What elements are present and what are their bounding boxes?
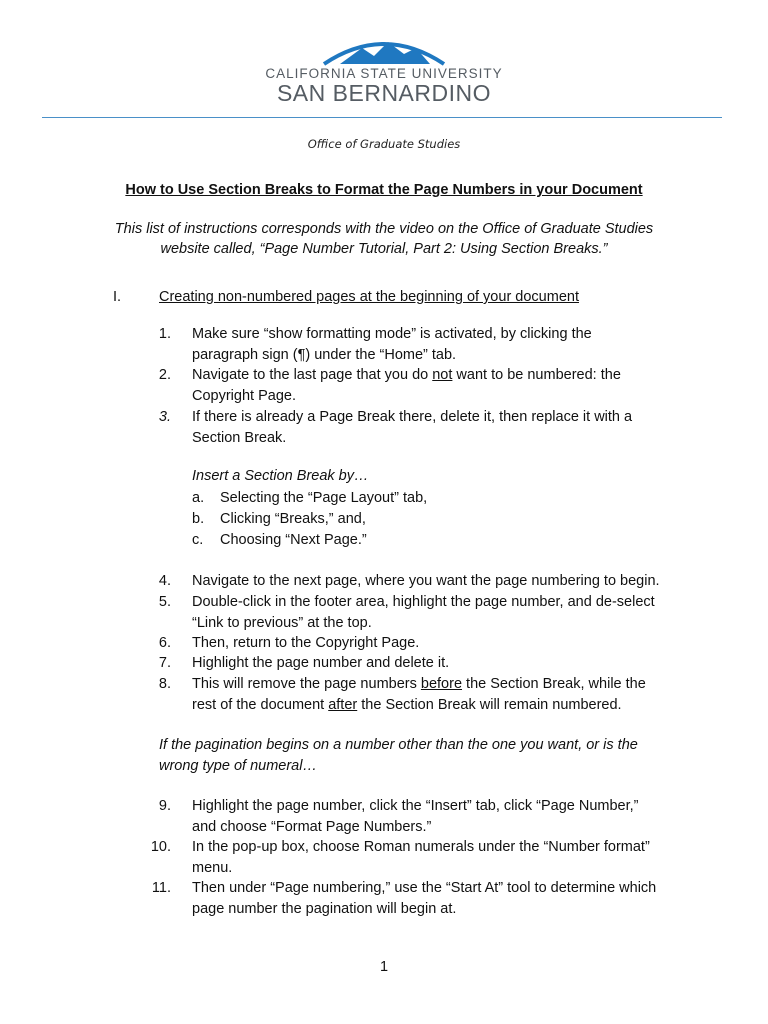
text-run: the Section Break will remain numbered. — [357, 697, 622, 713]
list-item-number: 1. — [158, 326, 171, 342]
list-item — [192, 674, 692, 716]
list-item-number: 8. — [158, 676, 171, 692]
university-logo — [0, 34, 768, 106]
list-item-line: menu. — [192, 860, 233, 876]
university-name-line1: CALIFORNIA STATE UNIVERSITY — [265, 66, 503, 81]
list-item — [192, 633, 692, 654]
italic-note: If the pagination begins on a number other than the one you want, or is the wrong type of numeral… — [159, 737, 638, 774]
list-item-line: In the pop-up box, choose Roman numerals under the “Number format” — [192, 839, 650, 855]
section-title: Creating non-numbered pages at the beginning of your document — [159, 289, 579, 305]
list-item — [192, 324, 692, 366]
list-item — [192, 407, 692, 449]
underlined-word: after — [328, 697, 358, 713]
substep-heading: Insert a Section Break by… — [192, 468, 369, 484]
text-run: Navigate to the last page that you do — [192, 367, 433, 383]
list-item-line: If there is already a Page Break there, delete it, then replace it with a — [192, 409, 633, 425]
list-item-number: 7. — [158, 655, 171, 671]
list-item-number: 3. — [158, 409, 171, 425]
list-item-line: Then, return to the Copyright Page. — [192, 635, 420, 651]
text-run: rest of the document — [192, 697, 329, 713]
mountain-arch-icon — [318, 34, 450, 66]
list-item-line — [192, 365, 692, 386]
list-item-line: Double-click in the footer area, highlight the page number, and de-select — [192, 594, 655, 610]
list-item — [192, 796, 692, 838]
list-item-number: 4. — [158, 573, 171, 589]
list-item-number: 11. — [151, 880, 171, 896]
substep-letter: b. — [192, 511, 205, 527]
list-item-line: Navigate to the next page, where you want the page numbering to begin. — [192, 573, 660, 589]
substep-letter: c. — [192, 532, 204, 548]
list-item-line: Highlight the page number, click the “Insert” tab, click “Page Number,” — [192, 798, 639, 814]
underlined-word: before — [420, 676, 463, 692]
list-item-line: page number the pagination will begin at. — [192, 901, 457, 917]
document-title: How to Use Section Breaks to Format the Page Numbers in your Document — [125, 182, 643, 198]
list-item-line: paragraph sign (¶) under the “Home” tab. — [192, 347, 457, 363]
list-item-line: Make sure “show formatting mode” is activated, by clicking the — [192, 326, 592, 342]
substep-text: Selecting the “Page Layout” tab, — [220, 490, 428, 506]
list-item-number: 2. — [158, 367, 171, 383]
list-item-line: “Link to previous” at the top. — [192, 615, 372, 631]
list-item-number: 6. — [158, 635, 171, 651]
office-name: Office of Graduate Studies — [307, 137, 461, 151]
list-item — [192, 878, 692, 920]
list-item-line — [192, 695, 692, 716]
page-number: 1 — [379, 959, 389, 975]
substep-text: Choosing “Next Page.” — [220, 532, 367, 548]
section-number: I. — [113, 289, 122, 305]
list-item — [192, 653, 692, 674]
list-item-number: 10. — [150, 839, 171, 855]
list-item-number: 5. — [158, 594, 171, 610]
list-item-line: Section Break. — [192, 430, 287, 446]
list-item-line: Highlight the page number and delete it. — [192, 655, 450, 671]
list-item — [192, 571, 692, 592]
list-item — [192, 592, 692, 634]
substep-text: Clicking “Breaks,” and, — [220, 511, 366, 527]
university-name-line2: SAN BERNARDINO — [276, 80, 492, 106]
text-run: want to be numbered: the — [452, 367, 621, 383]
list-item-line: Then under “Page numbering,” use the “Start At” tool to determine which — [192, 880, 657, 896]
list-item — [192, 837, 692, 879]
list-item — [192, 365, 692, 407]
list-item-line: Copyright Page. — [192, 388, 296, 404]
list-item-line: and choose “Format Page Numbers.” — [192, 819, 432, 835]
substep-letter: a. — [192, 490, 205, 506]
intro-paragraph: This list of instructions corresponds with the video on the Office of Graduate Studies website called, “Page Number Tutorial, Part 2: Using Section Breaks.” — [114, 221, 654, 257]
text-run: the Section Break, while the — [462, 676, 646, 692]
header-divider — [42, 117, 722, 118]
list-item-number: 9. — [158, 798, 171, 814]
list-item-line — [192, 674, 692, 695]
text-run: This will remove the page numbers — [192, 676, 421, 692]
underlined-word: not — [432, 367, 453, 383]
